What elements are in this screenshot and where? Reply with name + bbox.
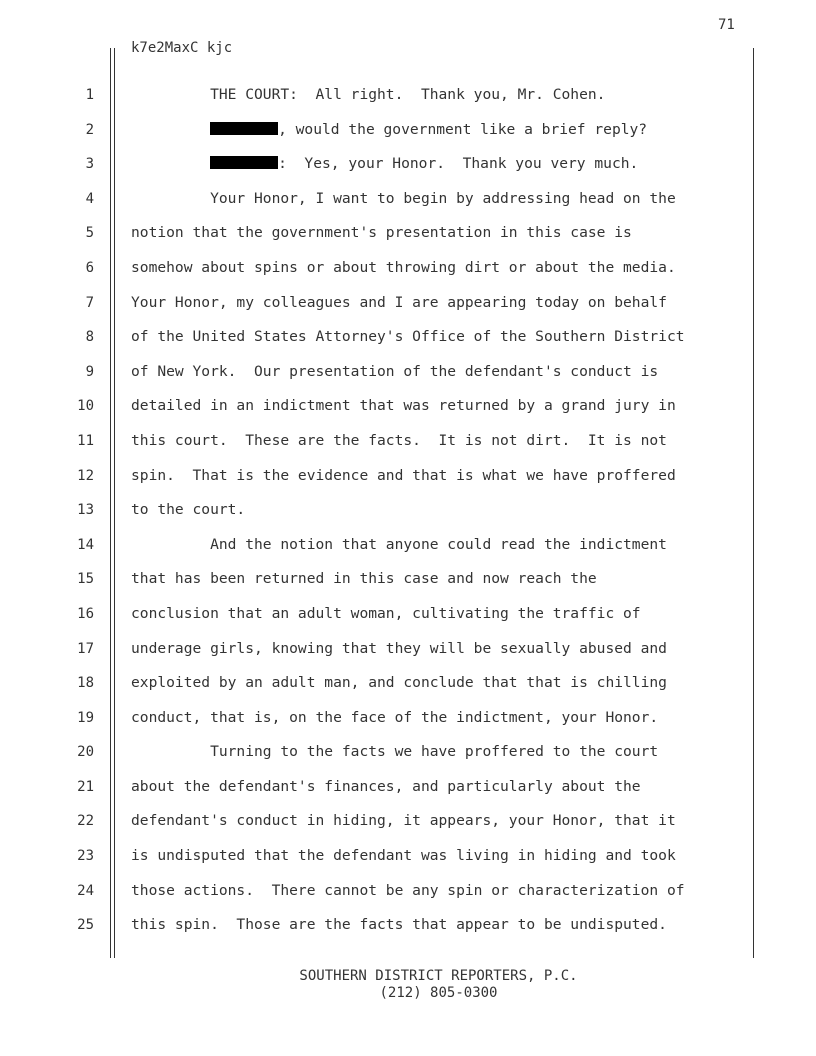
line-number: 6 [85,259,94,276]
line-number: 21 [77,778,94,795]
line-text-after-redaction: : Yes, your Honor. Thank you very much. [278,155,639,173]
line-number: 25 [77,917,94,934]
line-text: underage girls, knowing that they will be sexually abused and [131,639,667,657]
line-number: 22 [77,813,94,830]
line-text: THE COURT: All right. Thank you, Mr. Cohen. [131,86,606,103]
footer-reporter: SOUTHERN DISTRICT REPORTERS, P.C. [299,968,578,984]
redaction-block [210,156,278,169]
line-text: those actions. There cannot be any spin or characterization of [131,881,685,899]
transcript-line [131,147,741,182]
line-number: 8 [85,329,94,346]
transcript-line [131,113,741,148]
transcript-line [131,286,741,321]
line-text-after-redaction: , would the government like a brief reply? [278,120,648,138]
line-number: 10 [77,398,94,415]
line-numbers [60,78,94,943]
footer [0,968,816,1002]
line-number: 13 [77,502,94,519]
transcript-line [131,459,741,494]
line-text: conclusion that an adult woman, cultivating the traffic of [131,604,641,622]
line-number: 23 [77,848,94,865]
transcript-line [131,182,741,217]
line-text: Turning to the facts we have proffered to the court [131,743,659,761]
transcript-line [131,528,741,563]
line-text: is undisputed that the defendant was living in hiding and took [131,847,676,865]
line-text: notion that the government's presentation in this case is [131,224,632,242]
transcript-body [131,78,741,943]
line-number: 24 [77,882,94,899]
transcript-line [131,251,741,286]
line-text: Your Honor, my colleagues and I are appearing today on behalf [131,293,667,311]
redaction-block [210,122,278,135]
line-number: 12 [77,467,94,484]
line-number: 4 [85,190,94,207]
line-text: this spin. Those are the facts that appear to be undisputed. [131,916,667,934]
transcript-line [131,770,741,805]
line-text: about the defendant's finances, and particularly about the [131,777,641,795]
line-number: 1 [85,87,94,103]
header-code: k7e2MaxC kjc [131,40,233,56]
line-number: 19 [77,709,94,726]
footer-phone: (212) 805-0300 [379,985,498,1001]
line-number: 11 [77,432,94,449]
line-text [131,121,210,138]
line-number: 20 [77,744,94,761]
line-number: 17 [77,640,94,657]
line-text: spin. That is the evidence and that is what we have proffered [131,466,676,484]
line-text: somehow about spins or about throwing dirt or about the media. [131,258,676,276]
line-text [131,155,210,172]
page-number: 71 [718,17,735,33]
transcript-line [131,597,741,632]
line-number: 16 [77,605,94,622]
line-text: exploited by an adult man, and conclude that that is chilling [131,674,667,692]
transcript-line [131,701,741,736]
transcript-line [131,908,741,943]
transcript-line [131,839,741,874]
transcript-line [131,78,741,113]
transcript-line [131,320,741,355]
transcript-line [131,632,741,667]
transcript-line [131,666,741,701]
left-margin-line-outer [110,48,111,958]
line-text: defendant's conduct in hiding, it appears, your Honor, that it [131,812,676,830]
transcript-line [131,735,741,770]
line-number: 14 [77,536,94,553]
line-text: of New York. Our presentation of the defendant's conduct is [131,362,659,380]
line-number: 5 [85,225,94,242]
line-number: 3 [85,156,94,173]
transcript-line [131,804,741,839]
transcript-line [131,424,741,459]
line-number: 7 [85,294,94,311]
line-text: And the notion that anyone could read the indictment [131,535,667,553]
transcript-line [131,216,741,251]
line-number: 2 [85,121,94,138]
line-number: 9 [85,363,94,380]
transcript-line [131,562,741,597]
line-number: 18 [77,675,94,692]
line-text: Your Honor, I want to begin by addressing head on the [131,189,676,207]
line-text: of the United States Attorney's Office of the Southern District [131,328,685,346]
line-number: 15 [77,571,94,588]
left-margin-line-inner [114,48,115,958]
right-margin-line [753,48,754,958]
transcript-line [131,874,741,909]
line-text: that has been returned in this case and now reach the [131,570,597,588]
transcript-line [131,493,741,528]
line-text: detailed in an indictment that was returned by a grand jury in [131,397,676,415]
line-text: to the court. [131,501,246,519]
transcript-line [131,355,741,390]
line-text: conduct, that is, on the face of the indictment, your Honor. [131,708,659,726]
line-text: this court. These are the facts. It is not dirt. It is not [131,431,667,449]
transcript-line [131,389,741,424]
